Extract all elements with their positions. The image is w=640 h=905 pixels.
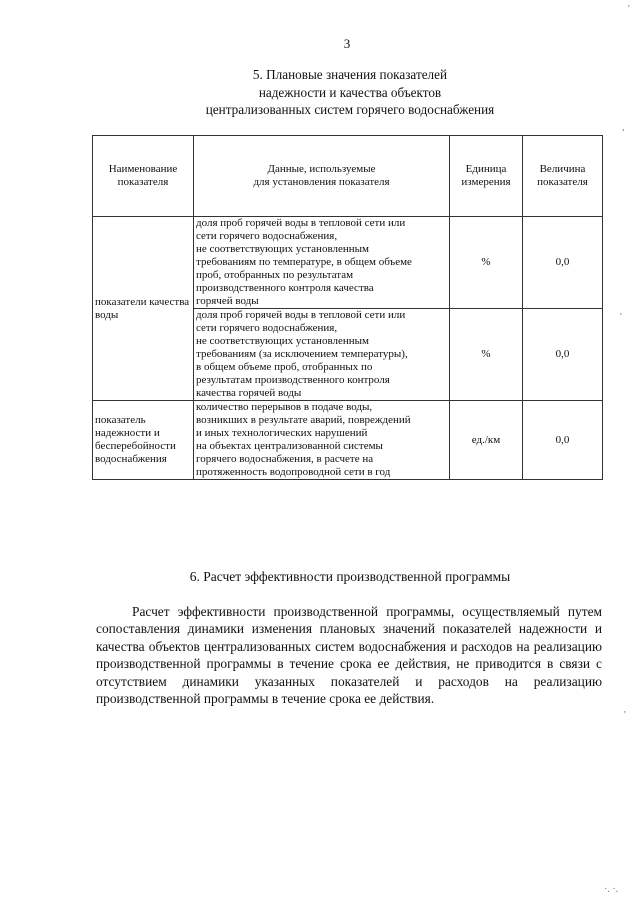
scan-mark: ' bbox=[620, 312, 622, 323]
section-6-paragraph: Расчет эффективности производственной программы, осуществляемый путем сопоставления динамики изменения плановых значений показателей надежности и качества объектов централизованных систем водоснабжения и расходов на реализацию производственной программы в течение срока ее действия, не приводится в связи с отсутствием динамики указанных показателей и расходов на реализацию производственной программы в течение срока ее действия. bbox=[96, 604, 602, 707]
value-cell: 0,0 bbox=[523, 217, 603, 309]
value-cell: 0,0 bbox=[523, 401, 603, 480]
section-5-title bbox=[96, 66, 604, 119]
header-data: Данные, используемые для установления показателя bbox=[194, 136, 450, 217]
table-row bbox=[93, 217, 603, 309]
value-cell: 0,0 bbox=[523, 309, 603, 401]
scan-mark: ' bbox=[628, 4, 630, 15]
section-6-title: 6. Расчет эффективности производственной программы bbox=[189, 569, 511, 584]
scan-mark: ' bbox=[624, 710, 626, 721]
unit-cell: % bbox=[450, 309, 523, 401]
unit-cell: ед./км bbox=[450, 401, 523, 480]
indicator-data-cell: количество перерывов в подаче воды, возникших в результате аварий, повреждений и иных технологических нарушений на объектах централизованной системы горячего водоснабжения, в расчете на протяженность водопроводной сети в год bbox=[194, 401, 450, 480]
header-value: Величина показателя bbox=[523, 136, 603, 217]
indicator-name-cell: показатель надежности и бесперебойности водоснабжения bbox=[93, 401, 194, 480]
section-5-title-line: надежности и качества объектов bbox=[258, 84, 442, 100]
table-row bbox=[93, 401, 603, 480]
page-number: 3 bbox=[343, 36, 351, 51]
indicator-name-cell: показатели качества воды bbox=[93, 217, 194, 401]
unit-cell: % bbox=[450, 217, 523, 309]
scan-mark: , bbox=[622, 122, 625, 133]
table-header-row bbox=[93, 136, 603, 217]
section-5-title-line: централизованных систем горячего водоснабжения bbox=[205, 102, 495, 117]
header-unit: Единица измерения bbox=[450, 136, 523, 217]
indicator-data-cell: доля проб горячей воды в тепловой сети или сети горячего водоснабжения, не соответствующих установленным требованиям по температуре, в общем объеме проб, отобранных по результатам производственного контроля качества горячей воды bbox=[194, 217, 450, 309]
header-indicator-name: Наименование показателя bbox=[93, 136, 194, 217]
scan-mark: ·. ·. bbox=[604, 884, 619, 895]
section-5-title-line: 5. Плановые значения показателей bbox=[252, 67, 448, 82]
indicator-data-cell: доля проб горячей воды в тепловой сети или сети горячего водоснабжения, не соответствующих установленным требованиям (за исключением температуры), в общем объеме проб, отобранных по результатам производственного контроля качества горячей воды bbox=[194, 309, 450, 401]
indicators-table bbox=[92, 135, 603, 480]
